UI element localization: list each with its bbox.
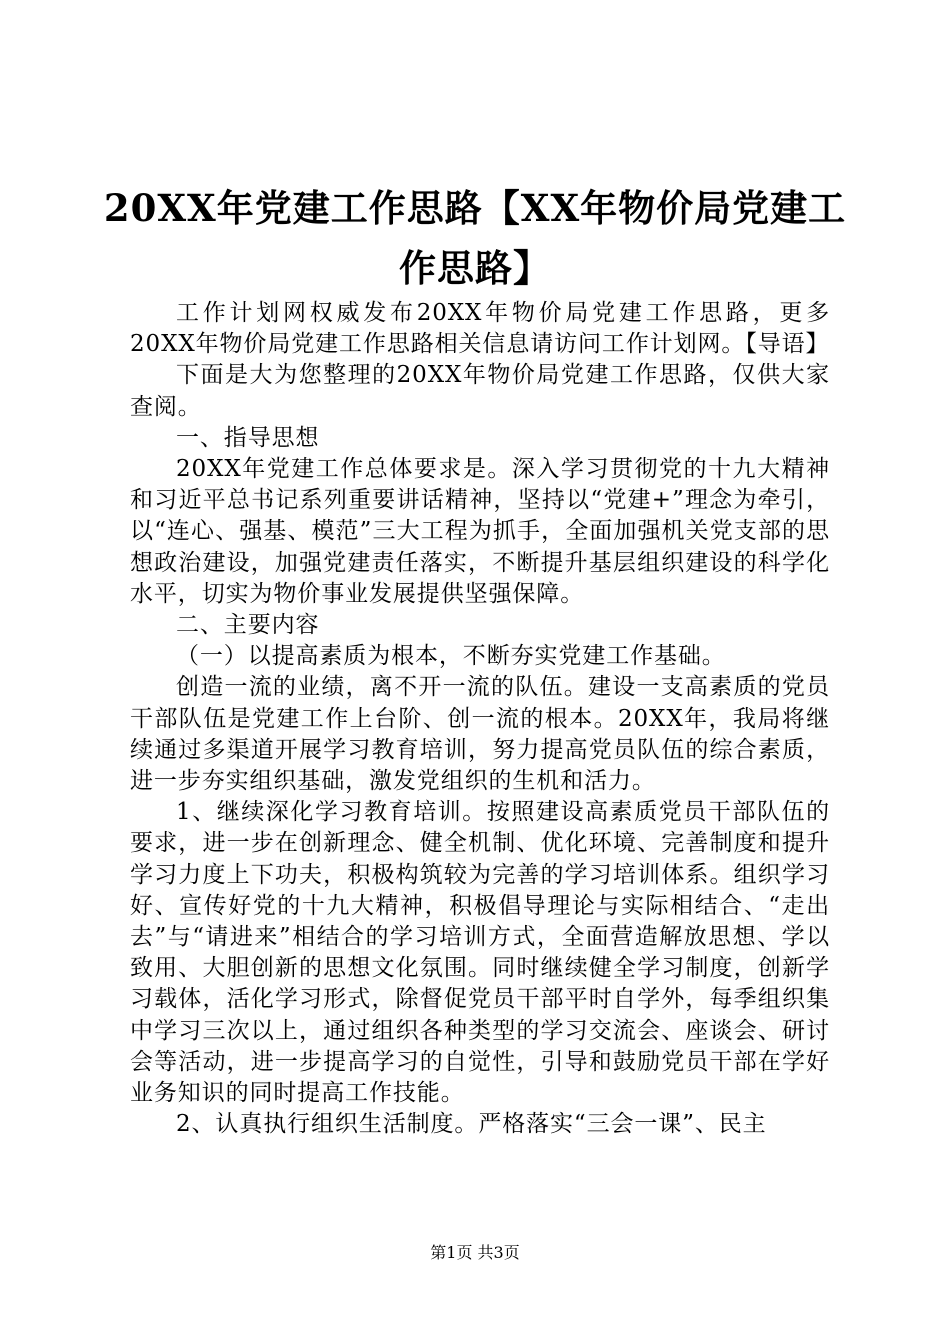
item-2-paragraph: 2、认真执行组织生活制度。严格落实“三会一课”、民主 bbox=[176, 1111, 767, 1138]
document-body bbox=[130, 298, 830, 1140]
guiding-thought-paragraph: 20XX年党建工作总体要求是。深入学习贯彻党的十九大精神和习近平总书记系列重要讲话精神，坚持以“党建+”理念为牵引，以“连心、强基、模范”三大工程为抓手，全面加强机关党支部的思想政治建设，加强党建责任落实，不断提升基层组织建设的科学化水平，切实为物价事业发展提供坚强保障。 bbox=[130, 456, 830, 607]
main-content-paragraph: 创造一流的业绩，离不开一流的队伍。建设一支高素质的党员干部队伍是党建工作上台阶、创一流的根本。20XX年，我局将继续通过多渠道开展学习教育培训，努力提高党员队伍的综合素质，进一步夯实组织基础，激发党组织的生机和活力。 bbox=[130, 674, 830, 795]
intro-paragraph: 工作计划网权威发布20XX年物价局党建工作思路，更多20XX年物价局党建工作思路相关信息请访问工作计划网。【导语】 bbox=[130, 300, 830, 358]
section-heading-main-content: 二、主要内容 bbox=[176, 612, 320, 639]
page-number-footer: 第1页 共3页 bbox=[430, 1243, 520, 1262]
lead-paragraph: 下面是大为您整理的20XX年物价局党建工作思路，仅供大家查阅。 bbox=[130, 362, 830, 420]
section-heading-guiding-thought: 一、指导思想 bbox=[176, 424, 320, 451]
item-1-paragraph: 1、继续深化学习教育培训。按照建设高素质党员干部队伍的要求，进一步在创新理念、健全机制、优化环境、完善制度和提升学习力度上下功夫，积极构筑较为完善的学习培训体系。组织学习好、宣传好党的十九大精神，积极倡导理论与实际相结合、“走出去”与“请进来”相结合的学习培训方式，全面营造解放思想、学以致用、大胆创新的思想文化氛围。同时继续健全学习制度，创新学习载体，活化学习形式，除督促党员干部平时自学外，每季组织集中学习三次以上，通过组织各种类型的学习交流会、座谈会、研讨会等活动，进一步提高学习的自觉性，引导和鼓励党员干部在学好业务知识的同时提高工作技能。 bbox=[130, 799, 830, 1107]
subsection-heading-1: （一）以提高素质为根本，不断夯实党建工作基础。 bbox=[176, 643, 726, 670]
document-title: 20XX年党建工作思路【XX年物价局党建工作思路】 bbox=[103, 186, 847, 290]
